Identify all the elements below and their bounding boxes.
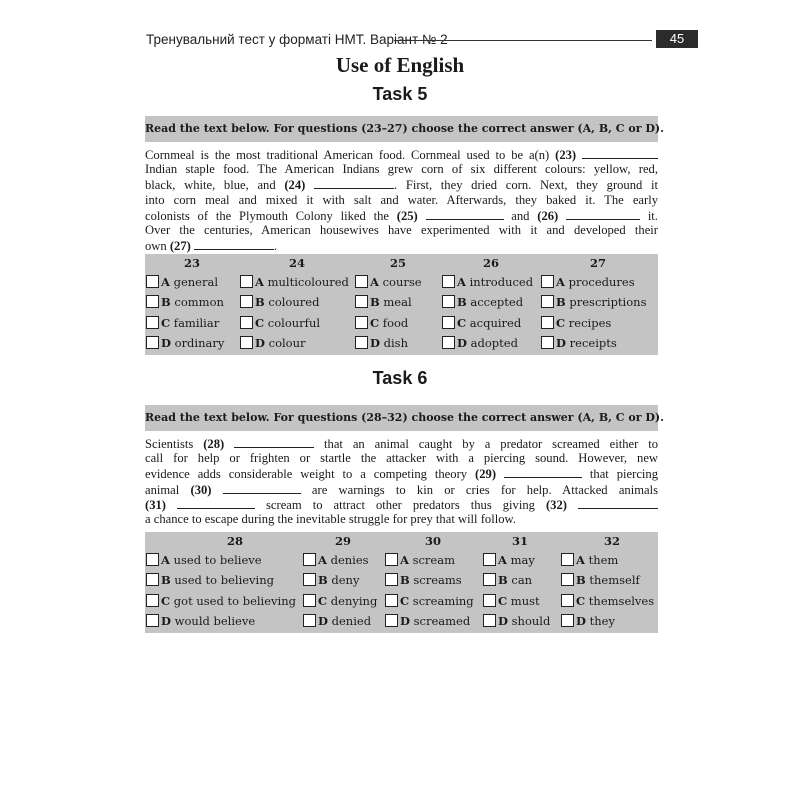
- option-letter: A: [318, 553, 327, 567]
- option-label: familiar: [170, 316, 220, 330]
- passage-line: Cornmeal is the most traditional American food. Cornmeal used to be a(n) (23): [145, 147, 658, 162]
- passage-line: call for help or frighten or startle the attacker with a piercing sound. However, new: [145, 451, 658, 466]
- answer-checkbox[interactable]: [240, 316, 253, 329]
- section-title: Use of English: [335, 53, 465, 77]
- option-letter: D: [318, 614, 328, 628]
- answer-blank-24: [314, 177, 394, 189]
- answer-blank-23: [582, 147, 658, 159]
- answer-checkbox[interactable]: [355, 275, 368, 288]
- option-letter: A: [161, 275, 170, 289]
- answer-checkbox[interactable]: [146, 614, 159, 627]
- option-letter: C: [498, 594, 508, 608]
- passage-line: a chance to escape during the inevitable struggle for prey that will follow.: [145, 511, 516, 526]
- option-letter: D: [255, 336, 265, 350]
- option-letter: D: [498, 614, 508, 628]
- answer-blank-26: [566, 208, 640, 220]
- option-label: scream: [408, 553, 455, 567]
- option-label: adopted: [466, 336, 518, 350]
- page-number: 45: [656, 30, 698, 48]
- option-letter: C: [457, 316, 467, 330]
- option-label: colourful: [264, 316, 321, 330]
- option-letter: D: [400, 614, 410, 628]
- answer-option[interactable]: [146, 336, 224, 352]
- answer-blank-31: [177, 497, 255, 509]
- option-letter: B: [161, 295, 171, 309]
- answer-option[interactable]: [146, 295, 224, 311]
- answer-blank-28: [234, 436, 314, 448]
- answer-checkbox[interactable]: [442, 336, 455, 349]
- answer-option[interactable]: [146, 594, 296, 610]
- answer-option[interactable]: [385, 573, 462, 589]
- answer-option[interactable]: [442, 275, 533, 291]
- answer-option[interactable]: [483, 614, 550, 630]
- option-label: would believe: [170, 614, 256, 628]
- option-label: coloured: [264, 295, 320, 309]
- option-letter: B: [576, 573, 586, 587]
- answer-checkbox[interactable]: [355, 336, 368, 349]
- answer-checkbox[interactable]: [240, 295, 253, 308]
- answer-option[interactable]: [442, 336, 518, 352]
- passage-line: into corn meal and mixed it with salt and water. Afterwards, they baked it. The early: [145, 192, 658, 207]
- question-number: 24: [288, 256, 306, 270]
- option-letter: C: [161, 594, 171, 608]
- answer-checkbox[interactable]: [385, 553, 398, 566]
- option-label: multicoloured: [263, 275, 349, 289]
- option-label: colour: [264, 336, 306, 350]
- answer-checkbox[interactable]: [561, 553, 574, 566]
- option-label: screamed: [409, 614, 471, 628]
- answer-option[interactable]: [303, 573, 359, 589]
- answer-checkbox[interactable]: [483, 553, 496, 566]
- answer-option[interactable]: [385, 594, 474, 610]
- option-label: prescriptions: [565, 295, 647, 309]
- answer-checkbox[interactable]: [355, 316, 368, 329]
- option-label: screams: [409, 573, 462, 587]
- answer-checkbox[interactable]: [385, 594, 398, 607]
- answer-checkbox[interactable]: [541, 295, 554, 308]
- option-letter: B: [457, 295, 467, 309]
- running-head: [146, 30, 698, 50]
- option-letter: B: [161, 573, 171, 587]
- option-letter: D: [161, 614, 171, 628]
- option-label: them: [584, 553, 619, 567]
- running-title: Тренувальний тест у форматі НМТ. Варіант № 2: [146, 32, 448, 47]
- answer-checkbox[interactable]: [385, 614, 398, 627]
- answer-blank-29: [504, 466, 582, 478]
- answer-blank-27: [194, 238, 274, 250]
- question-number: 32: [603, 534, 621, 548]
- task6-passage: [145, 436, 658, 527]
- option-letter: D: [370, 336, 380, 350]
- answer-checkbox[interactable]: [442, 295, 455, 308]
- option-letter: C: [556, 316, 566, 330]
- answer-checkbox[interactable]: [355, 295, 368, 308]
- answer-option[interactable]: [561, 553, 618, 569]
- passage-line: (31) scream to attract other predators thus giving (32): [145, 497, 658, 512]
- option-letter: B: [498, 573, 508, 587]
- option-label: accepted: [466, 295, 524, 309]
- answer-option[interactable]: [442, 316, 521, 332]
- answer-option[interactable]: [240, 295, 319, 311]
- answer-option[interactable]: [561, 614, 615, 630]
- task6-answer-table: [145, 532, 658, 633]
- option-letter: A: [255, 275, 264, 289]
- answer-blank-32: [578, 497, 658, 509]
- option-label: food: [379, 316, 409, 330]
- option-label: ordinary: [170, 336, 225, 350]
- option-label: meal: [379, 295, 412, 309]
- option-label: denying: [327, 594, 378, 608]
- option-letter: A: [370, 275, 379, 289]
- task6-title: Task 6: [372, 368, 428, 388]
- task5-instruction: Read the text below. For questions (23–27) choose the correct answer (A, B, C or D).: [145, 116, 658, 142]
- option-label: course: [378, 275, 422, 289]
- task5-passage: [145, 147, 658, 253]
- answer-checkbox[interactable]: [303, 553, 316, 566]
- answer-option[interactable]: [146, 553, 262, 569]
- answer-option[interactable]: [146, 316, 219, 332]
- option-letter: C: [161, 316, 171, 330]
- passage-line: Scientists (28) that an animal caught by a predator screamed either to: [145, 437, 658, 451]
- option-label: must: [507, 594, 540, 608]
- option-label: introduced: [465, 275, 534, 289]
- question-number: 31: [511, 534, 529, 548]
- answer-checkbox[interactable]: [146, 275, 159, 288]
- passage-line: evidence adds considerable weight to a competing theory (29) that piercing: [145, 467, 659, 482]
- answer-checkbox[interactable]: [240, 336, 253, 349]
- answer-checkbox[interactable]: [385, 573, 398, 586]
- option-letter: D: [576, 614, 586, 628]
- option-label: used to believing: [170, 573, 274, 587]
- option-letter: D: [556, 336, 566, 350]
- question-number: 29: [334, 534, 352, 548]
- option-label: themself: [585, 573, 640, 587]
- answer-option[interactable]: [483, 553, 535, 569]
- answer-option[interactable]: [561, 573, 640, 589]
- answer-option[interactable]: [355, 316, 408, 332]
- answer-checkbox[interactable]: [483, 614, 496, 627]
- option-label: dish: [379, 336, 408, 350]
- passage-line: colonists of the Plymouth Colony liked the (25) and (26) it.: [145, 208, 658, 223]
- task5-answer-table: [145, 254, 658, 355]
- question-number: 25: [389, 256, 407, 270]
- answer-checkbox[interactable]: [541, 316, 554, 329]
- option-label: acquired: [466, 316, 522, 330]
- option-letter: B: [400, 573, 410, 587]
- question-number: 27: [589, 256, 607, 270]
- option-letter: D: [161, 336, 171, 350]
- answer-checkbox[interactable]: [483, 594, 496, 607]
- option-label: recipes: [565, 316, 612, 330]
- option-label: they: [585, 614, 615, 628]
- answer-checkbox[interactable]: [146, 336, 159, 349]
- answer-checkbox[interactable]: [561, 573, 574, 586]
- answer-checkbox[interactable]: [146, 594, 159, 607]
- question-number: 23: [183, 256, 201, 270]
- answer-option[interactable]: [240, 336, 306, 352]
- header-rule: [394, 40, 652, 41]
- option-letter: B: [556, 295, 566, 309]
- answer-option[interactable]: [355, 275, 422, 291]
- answer-option[interactable]: [561, 594, 654, 610]
- option-label: got used to believing: [170, 594, 296, 608]
- option-letter: C: [576, 594, 586, 608]
- answer-option[interactable]: [385, 614, 470, 630]
- answer-option[interactable]: [303, 614, 371, 630]
- passage-line: own (27) .: [145, 239, 278, 254]
- answer-checkbox[interactable]: [146, 295, 159, 308]
- option-label: themselves: [585, 594, 655, 608]
- option-label: can: [507, 573, 533, 587]
- task6-instruction: Read the text below. For questions (28–32) choose the correct answer (A, B, C or D).: [145, 405, 658, 431]
- answer-option[interactable]: [385, 553, 455, 569]
- option-letter: A: [400, 553, 409, 567]
- option-letter: C: [318, 594, 328, 608]
- option-letter: D: [457, 336, 467, 350]
- option-letter: C: [400, 594, 410, 608]
- answer-checkbox[interactable]: [483, 573, 496, 586]
- answer-checkbox[interactable]: [146, 316, 159, 329]
- answer-checkbox[interactable]: [561, 614, 574, 627]
- option-letter: B: [370, 295, 380, 309]
- answer-checkbox[interactable]: [442, 316, 455, 329]
- option-label: may: [506, 553, 535, 567]
- passage-line: animal (30) are warnings to kin or cries for help. Attacked animals: [145, 482, 658, 497]
- option-letter: A: [457, 275, 466, 289]
- option-label: screaming: [409, 594, 474, 608]
- answer-blank-25: [426, 208, 504, 220]
- option-label: receipts: [565, 336, 617, 350]
- answer-checkbox[interactable]: [541, 336, 554, 349]
- option-letter: C: [255, 316, 265, 330]
- option-label: denied: [327, 614, 372, 628]
- option-letter: B: [318, 573, 328, 587]
- option-label: common: [170, 295, 224, 309]
- answer-option[interactable]: [541, 295, 646, 311]
- answer-checkbox[interactable]: [541, 275, 554, 288]
- passage-line: Over the centuries, American housewives have experimented with it and developed their: [145, 222, 658, 237]
- option-label: procedures: [564, 275, 635, 289]
- option-label: general: [169, 275, 219, 289]
- answer-option[interactable]: [442, 295, 523, 311]
- option-label: deny: [327, 573, 360, 587]
- answer-option[interactable]: [483, 573, 532, 589]
- question-number: 30: [424, 534, 442, 548]
- passage-line: Indian staple food. The American Indians grew corn of six different colours: yellow, red,: [145, 162, 658, 177]
- answer-checkbox[interactable]: [240, 275, 253, 288]
- passage-line: black, white, blue, and (24) . First, they dried corn. Next, they ground it: [145, 178, 659, 193]
- answer-blank-30: [223, 482, 301, 494]
- option-letter: A: [161, 553, 170, 567]
- option-letter: B: [255, 295, 265, 309]
- option-letter: A: [556, 275, 565, 289]
- answer-checkbox[interactable]: [146, 553, 159, 566]
- option-letter: C: [370, 316, 380, 330]
- answer-option[interactable]: [541, 275, 635, 291]
- option-letter: A: [576, 553, 585, 567]
- answer-checkbox[interactable]: [303, 573, 316, 586]
- answer-option[interactable]: [146, 275, 218, 291]
- option-label: should: [507, 614, 551, 628]
- answer-option[interactable]: [146, 573, 274, 589]
- answer-option[interactable]: [240, 316, 320, 332]
- question-number: 28: [226, 534, 244, 548]
- question-number: 26: [482, 256, 500, 270]
- answer-option[interactable]: [541, 336, 617, 352]
- answer-option[interactable]: [355, 336, 408, 352]
- answer-option[interactable]: [541, 316, 611, 332]
- answer-checkbox[interactable]: [146, 573, 159, 586]
- answer-checkbox[interactable]: [442, 275, 455, 288]
- answer-option[interactable]: [303, 594, 377, 610]
- option-label: denies: [326, 553, 369, 567]
- task5-title: Task 5: [372, 84, 428, 104]
- answer-option[interactable]: [303, 553, 369, 569]
- option-label: used to believe: [169, 553, 262, 567]
- answer-checkbox[interactable]: [561, 594, 574, 607]
- answer-checkbox[interactable]: [303, 594, 316, 607]
- answer-option[interactable]: [355, 295, 412, 311]
- answer-option[interactable]: [146, 614, 255, 630]
- option-letter: A: [498, 553, 507, 567]
- answer-checkbox[interactable]: [303, 614, 316, 627]
- answer-option[interactable]: [483, 594, 540, 610]
- answer-option[interactable]: [240, 275, 349, 291]
